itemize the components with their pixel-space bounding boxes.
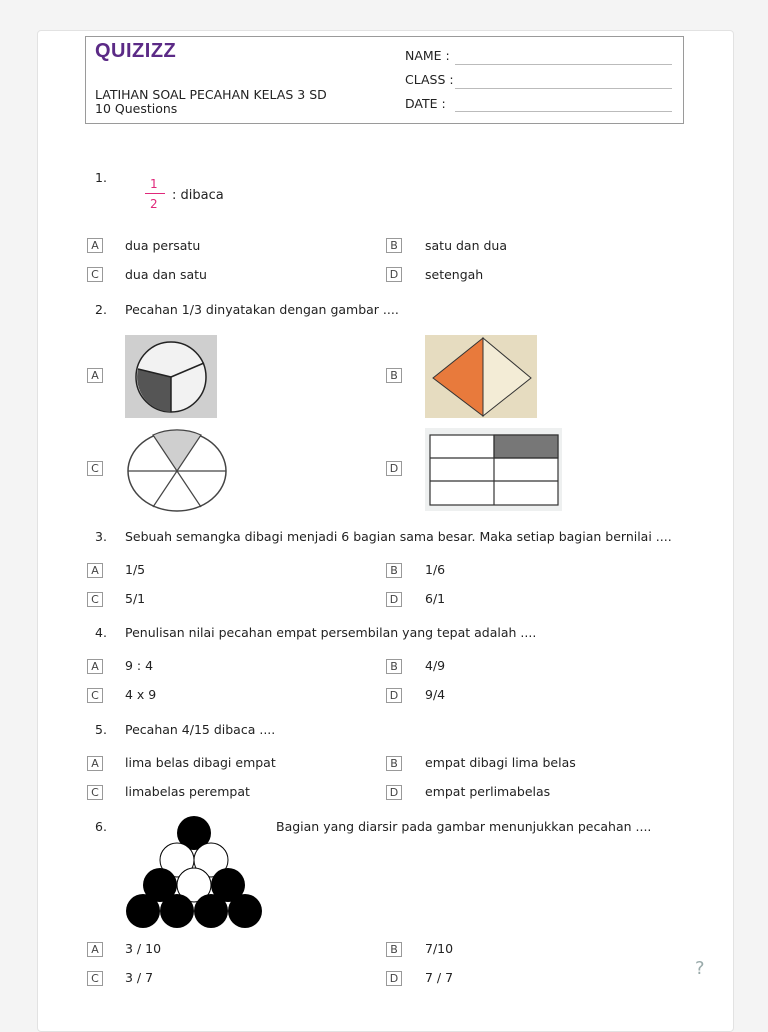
option-b-box[interactable]: B [386,563,402,578]
option-c-text: 3 / 7 [125,970,154,985]
option-a-text: 9 : 4 [125,658,154,673]
question-number: 1. [95,170,107,185]
option-c-box[interactable]: C [87,688,103,703]
option-c-box[interactable]: C [87,971,103,986]
question-text: Pecahan 1/3 dinyatakan dengan gambar .... [125,302,399,317]
diamond-half-image[interactable] [425,335,537,418]
date-label: DATE : [405,96,446,111]
fraction-numerator: 1 [150,177,158,191]
option-a-box[interactable]: A [87,368,103,383]
option-b-box[interactable]: B [386,756,402,771]
option-b-box[interactable]: B [386,368,402,383]
question-text: Penulisan nilai pecahan empat persembilan yang tepat adalah .... [125,625,537,640]
option-b-box[interactable]: B [386,659,402,674]
worksheet-title: LATIHAN SOAL PECAHAN KELAS 3 SD [95,87,327,102]
option-d-text: 6/1 [425,591,446,606]
question-text: Sebuah semangka dibagi menjadi 6 bagian sama besar. Maka setiap bagian bernilai .... [125,529,672,544]
option-a-box[interactable]: A [87,238,103,253]
class-field[interactable] [455,88,672,89]
option-d-box[interactable]: D [386,785,402,800]
option-b-box[interactable]: B [386,942,402,957]
option-c-box[interactable]: C [87,267,103,282]
question-number: 5. [95,722,107,737]
option-a-text: 3 / 10 [125,941,162,956]
option-a-box[interactable]: A [87,659,103,674]
name-label: NAME : [405,48,450,63]
option-d-text: 7 / 7 [425,970,454,985]
circles-triangle-image [124,816,266,928]
name-field[interactable] [455,64,672,65]
option-d-text: setengah [425,267,484,282]
fraction-bar [145,193,165,194]
option-a-box[interactable]: A [87,756,103,771]
option-c-box[interactable]: C [87,592,103,607]
option-d-box[interactable]: D [386,688,402,703]
option-d-box[interactable]: D [386,267,402,282]
option-b-box[interactable]: B [386,238,402,253]
date-field[interactable] [455,111,672,112]
option-d-box[interactable]: D [386,592,402,607]
option-b-text: satu dan dua [425,238,507,253]
option-d-text: empat perlimabelas [425,784,551,799]
option-d-box[interactable]: D [386,971,402,986]
option-a-text: dua persatu [125,238,201,253]
fraction-denominator: 2 [150,197,158,211]
circle-thirds-image[interactable] [125,335,217,418]
option-b-text: empat dibagi lima belas [425,755,576,770]
option-d-text: 9/4 [425,687,446,702]
option-b-text: 1/6 [425,562,446,577]
question-text: Bagian yang diarsir pada gambar menunjukkan pecahan .... [276,819,652,834]
option-d-box[interactable]: D [386,461,402,476]
class-label: CLASS : [405,72,454,87]
question-number: 4. [95,625,107,640]
option-a-box[interactable]: A [87,942,103,957]
question-number: 2. [95,302,107,317]
option-c-text: dua dan satu [125,267,207,282]
option-c-box[interactable]: C [87,785,103,800]
question-count: 10 Questions [95,101,178,116]
option-c-box[interactable]: C [87,461,103,476]
rectangle-sixths-image[interactable] [425,428,562,511]
help-icon[interactable]: ? [695,958,705,979]
question-text: : dibaca [172,188,224,203]
question-text: Pecahan 4/15 dibaca .... [125,722,276,737]
option-b-text: 4/9 [425,658,446,673]
option-b-text: 7/10 [425,941,454,956]
option-c-text: limabelas perempat [125,784,250,799]
option-a-text: lima belas dibagi empat [125,755,276,770]
circle-sixths-image[interactable] [125,428,229,514]
option-c-text: 5/1 [125,591,146,606]
option-a-box[interactable]: A [87,563,103,578]
option-c-text: 4 x 9 [125,687,157,702]
question-number: 3. [95,529,107,544]
option-a-text: 1/5 [125,562,146,577]
question-number: 6. [95,819,107,834]
quizizz-logo: QUIZIZZ [95,40,177,62]
